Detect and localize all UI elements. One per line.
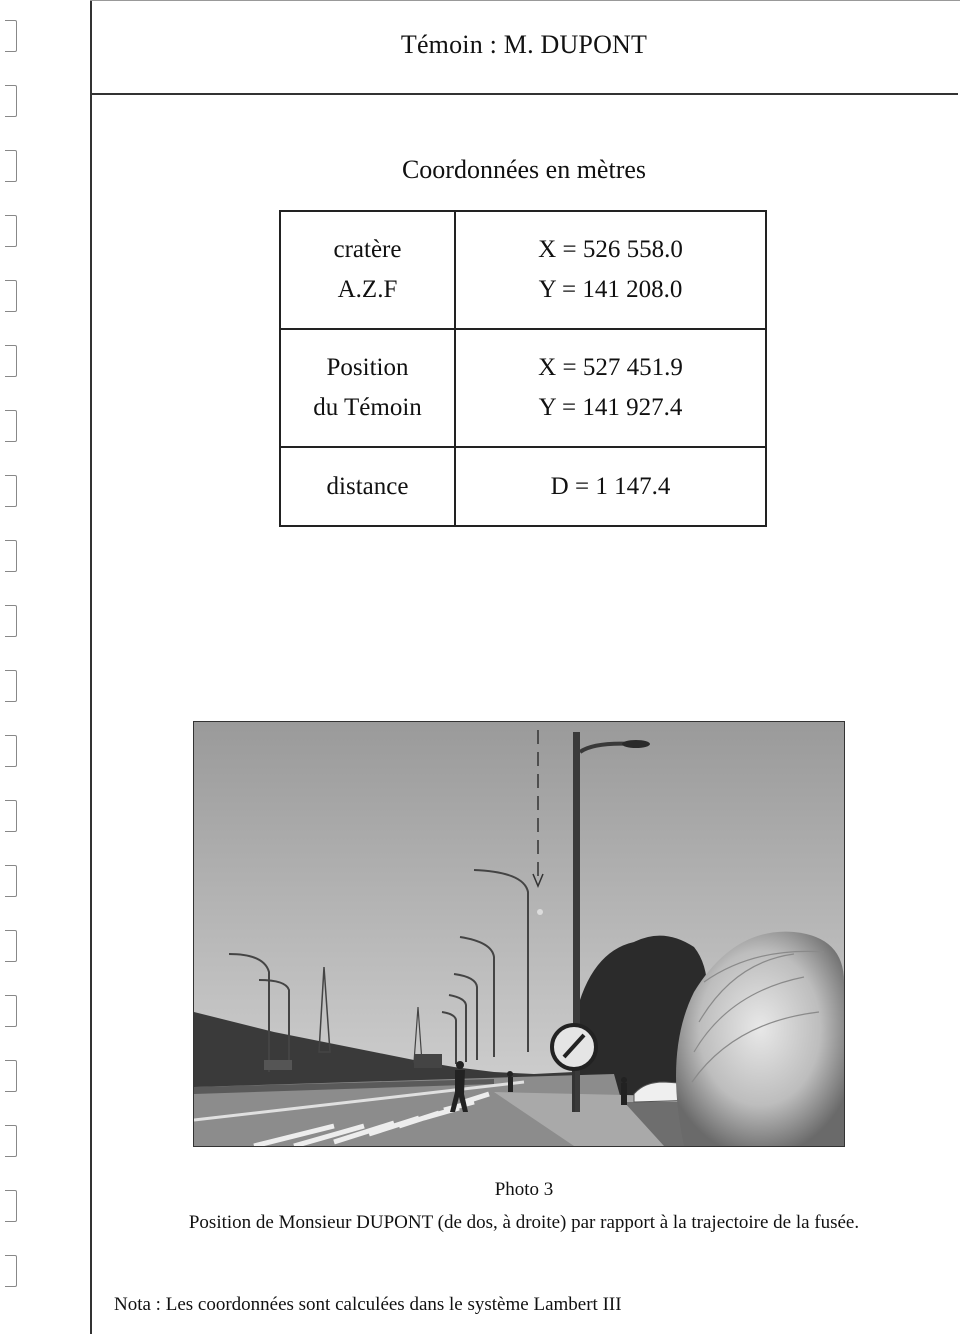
table-row <box>280 329 766 447</box>
row-value <box>455 211 766 329</box>
value-line: X = 527 451.9 <box>538 354 683 381</box>
value-line: X = 526 558.0 <box>538 236 683 263</box>
row-value <box>455 329 766 447</box>
page-header <box>90 0 958 95</box>
table-row <box>280 447 766 526</box>
punch-hole <box>5 345 17 377</box>
row-label <box>280 447 455 526</box>
label-line: Position <box>326 354 409 381</box>
punch-hole <box>5 930 17 962</box>
punch-hole <box>5 1190 17 1222</box>
punch-hole <box>5 800 17 832</box>
page-title: Témoin : M. DUPONT <box>400 30 648 59</box>
punch-hole <box>5 20 17 52</box>
row-label <box>280 329 455 447</box>
label-line: distance <box>326 472 409 500</box>
photo-caption-number: Photo 3 <box>494 1179 554 1200</box>
photo-caption-text: Position de Monsieur DUPONT (de dos, à droite) par rapport à la trajectoire de la fusée. <box>188 1212 860 1233</box>
row-label <box>280 211 455 329</box>
nota-footnote: Nota : Les coordonnées sont calculées dans le système Lambert III <box>114 1294 622 1315</box>
label-line: du Témoin <box>313 394 422 421</box>
punch-hole <box>5 1255 17 1287</box>
punch-hole <box>5 150 17 182</box>
punch-hole <box>5 1060 17 1092</box>
punch-hole <box>5 605 17 637</box>
punch-hole <box>5 670 17 702</box>
punch-hole <box>5 540 17 572</box>
punch-hole <box>5 475 17 507</box>
punch-hole <box>5 410 17 442</box>
value-line: Y = 141 927.4 <box>538 394 683 421</box>
value-line: D = 1 147.4 <box>550 472 671 500</box>
label-line: cratère <box>333 236 402 263</box>
label-line: A.Z.F <box>337 276 398 303</box>
table-row <box>280 211 766 329</box>
binding-margin <box>0 0 92 1334</box>
punch-hole <box>5 735 17 767</box>
row-value <box>455 447 766 526</box>
punch-hole <box>5 1125 17 1157</box>
coordinates-table <box>279 210 767 527</box>
punch-hole <box>5 215 17 247</box>
punch-hole <box>5 280 17 312</box>
punch-hole <box>5 995 17 1027</box>
table-title: Coordonnées en mètres <box>401 155 647 184</box>
photo-road-streetlights <box>193 721 845 1147</box>
punch-hole <box>5 85 17 117</box>
value-line: Y = 141 208.0 <box>538 276 683 303</box>
punch-hole <box>5 865 17 897</box>
